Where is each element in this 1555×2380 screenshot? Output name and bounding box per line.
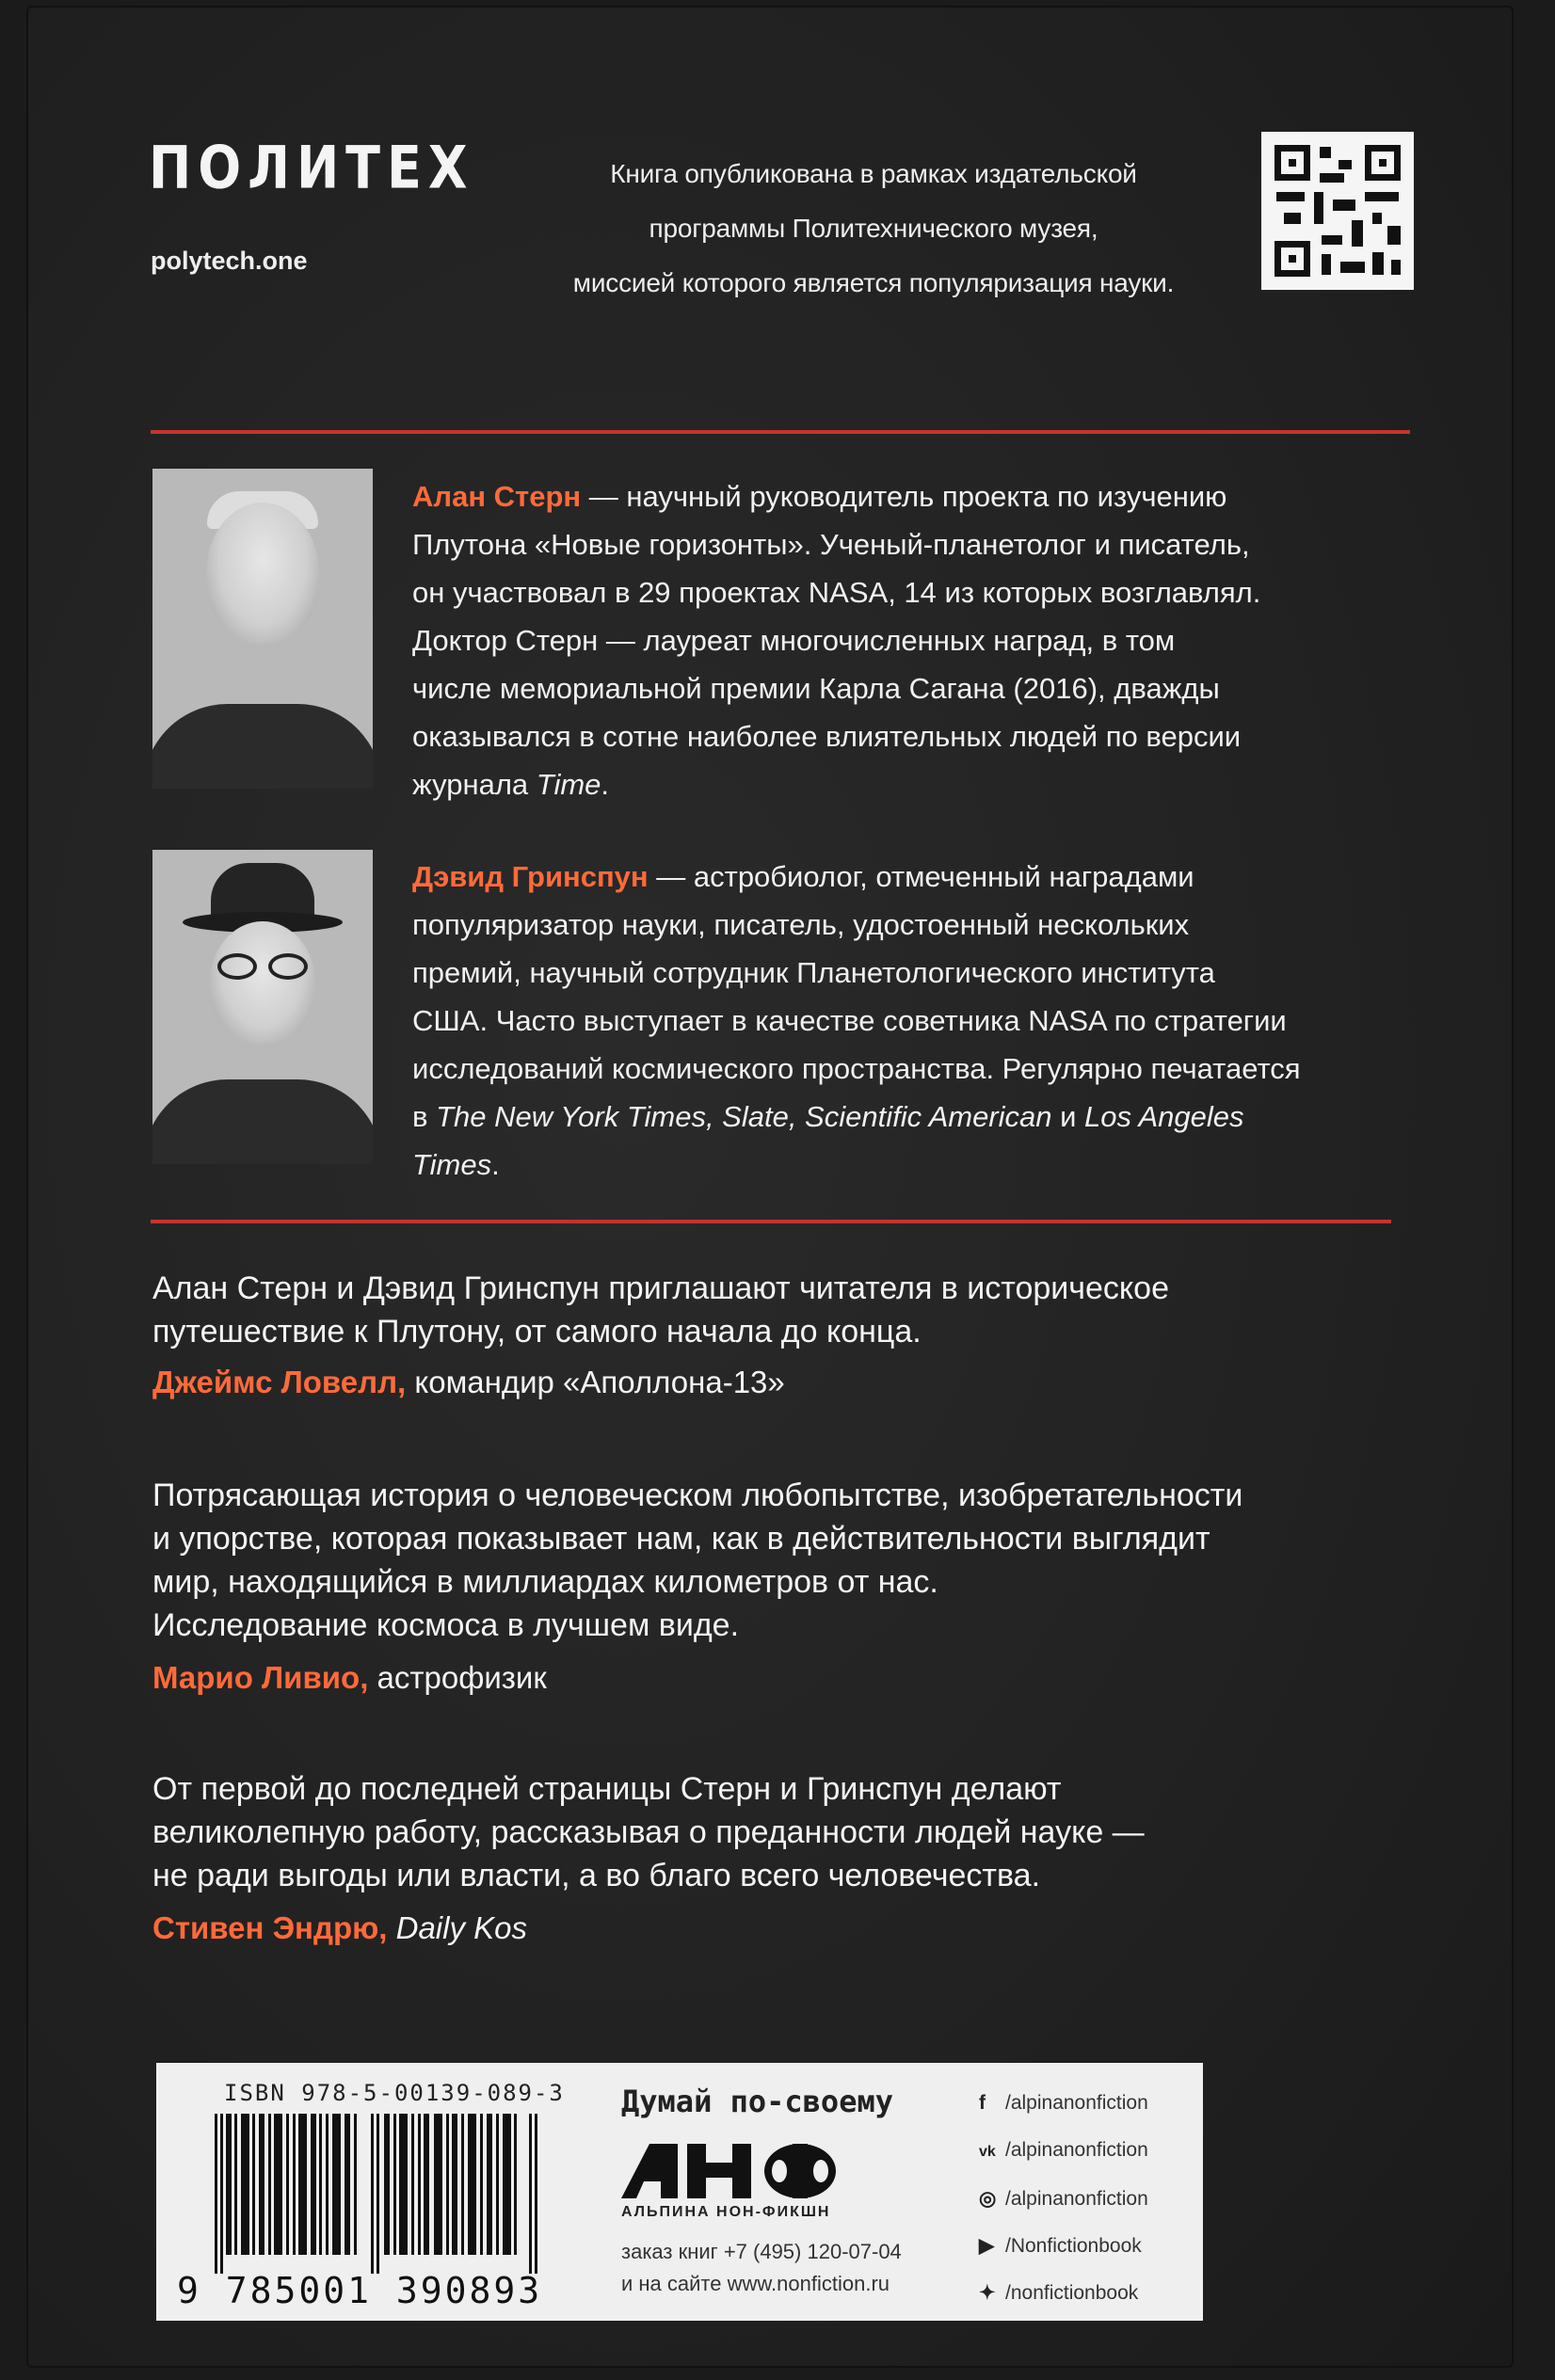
social-instagram[interactable] (979, 2176, 1148, 2223)
instagram-icon: ◎ (979, 2188, 997, 2210)
social-facebook[interactable] (979, 2080, 1148, 2127)
author-name: Алан Стерн (412, 480, 582, 513)
politekh-logo: ПОЛИТЕХ (149, 134, 474, 202)
bio-line: популяризатор науки, писатель, удостоенный нескольких (412, 908, 1190, 941)
conjunction: и (1051, 1100, 1085, 1133)
note-line: программы Политехнического музея, (649, 214, 1098, 243)
bio-line: США. Часто выступает в качестве советника NASA по стратегии (412, 1004, 1287, 1037)
isbn-number: ISBN 978-5-00139-089-3 (224, 2080, 565, 2106)
order-info (621, 2236, 902, 2300)
quote-line: От первой до последней страницы Стерн и Гринспун делают (152, 1771, 1062, 1807)
social-handle: /alpinanonfiction (1005, 2139, 1148, 2161)
twitter-icon: ✦ (979, 2282, 996, 2304)
bio-line: — астробиолог, отмеченный наградами (648, 860, 1194, 893)
reviewer-role: командир «Аполлона-13» (406, 1365, 785, 1399)
author-photo-stern (152, 469, 373, 789)
author-bio-stern (412, 472, 1429, 808)
quote-line: Исследование космоса в лучшем виде. (152, 1607, 740, 1643)
note-line: Книга опубликована в рамках издательской (610, 159, 1137, 188)
order-phone: заказ книг +7 (495) 120-07-04 (621, 2240, 902, 2263)
publication-name: Los Angeles (1084, 1100, 1244, 1133)
social-handle: /alpinanonfiction (1005, 2092, 1148, 2114)
author-bio-grinspoon (412, 853, 1429, 1189)
bio-line: Доктор Стерн — лауреат многочисленных наград, в том (412, 624, 1176, 657)
reviewer-name: Стивен Эндрю, (152, 1910, 388, 1945)
author-photo-grinspoon (152, 850, 373, 1164)
reviewer-role: астрофизик (368, 1660, 547, 1695)
bio-line: оказывался в сотне наиболее влиятельных людей по версии (412, 720, 1242, 753)
bio-line: премий, научный сотрудник Планетологического института (412, 956, 1215, 989)
ean-number: 9 785001 390893 (177, 2270, 543, 2311)
magazine-title: Time (536, 768, 601, 801)
bio-line: он участвовал в 29 проектах NASA, 14 из которых возглавлял. (412, 576, 1261, 609)
publisher-name: АЛЬПИНА НОН-ФИКШН (621, 2204, 831, 2220)
publication-name: Times (412, 1148, 492, 1181)
social-handle: /nonfictionbook (1005, 2282, 1139, 2304)
publication-list: The New York Times, Slate, Scientific American (436, 1100, 1052, 1133)
reviewer-name: Марио Ливио, (152, 1660, 369, 1695)
review-quote-1 (152, 1267, 1404, 1353)
review-quote-2 (152, 1474, 1404, 1647)
social-youtube[interactable] (979, 2223, 1148, 2270)
site-link[interactable]: polytech.one (151, 247, 308, 275)
publication-note (516, 147, 1231, 311)
qr-code-icon[interactable] (1261, 132, 1414, 290)
reviewer-role: Daily Kos (387, 1910, 528, 1945)
quote-line: не ради выгоды или власти, а во благо всего человечества. (152, 1858, 1041, 1893)
quote-line: путешествие к Плутону, от самого начала до конца. (152, 1314, 922, 1350)
quote-line: Потрясающая история о человеческом любопытстве, изобретательности (152, 1478, 1243, 1513)
divider-top (151, 430, 1410, 434)
quote-line: и упорстве, которая показывает нам, как в действительности выглядит (152, 1521, 1210, 1557)
quote-attribution-2 (152, 1660, 547, 1696)
facebook-icon: f (979, 2092, 986, 2114)
publisher-label (156, 2063, 1203, 2321)
punctuation: . (491, 1148, 500, 1181)
social-handle: /alpinanonfiction (1005, 2188, 1148, 2210)
quote-attribution-3 (152, 1910, 527, 1946)
punctuation: . (601, 768, 610, 801)
quote-line: мир, находящийся в миллиардах километров от нас. (152, 1564, 938, 1600)
vk-icon: vk (979, 2144, 996, 2160)
social-vk[interactable] (979, 2127, 1148, 2176)
quote-attribution-1 (152, 1365, 785, 1400)
social-links (979, 2080, 1148, 2317)
social-handle: /Nonfictionbook (1005, 2235, 1142, 2257)
bio-line: исследований космического пространства. Регулярно печатается (412, 1052, 1301, 1085)
barcode-icon (215, 2114, 540, 2274)
youtube-icon: ▶ (979, 2235, 995, 2257)
author-name: Дэвид Гринспун (412, 860, 649, 893)
reviewer-name: Джеймс Ловелл, (152, 1365, 407, 1399)
publisher-slogan: Думай по-своему (621, 2084, 893, 2119)
note-line: миссией которого является популяризация науки. (572, 268, 1175, 297)
social-twitter[interactable] (979, 2270, 1148, 2317)
bio-line: числе мемориальной премии Карла Сагана (2016), дважды (412, 672, 1220, 705)
bio-line: журнала (412, 768, 537, 801)
order-site[interactable]: и на сайте www.nonfiction.ru (621, 2272, 890, 2295)
bio-line: в (412, 1100, 437, 1133)
bio-line: — научный руководитель проекта по изучению (581, 480, 1227, 513)
quote-line: Алан Стерн и Дэвид Гринспун приглашают читателя в историческое (152, 1270, 1169, 1306)
quote-line: великолепную работу, рассказывая о преданности людей науке — (152, 1814, 1145, 1850)
review-quote-3 (152, 1767, 1404, 1897)
divider-middle (151, 1220, 1391, 1223)
bio-line: Плутона «Новые горизонты». Ученый-планетолог и писатель, (412, 528, 1250, 561)
anf-logo-icon (621, 2144, 836, 2200)
